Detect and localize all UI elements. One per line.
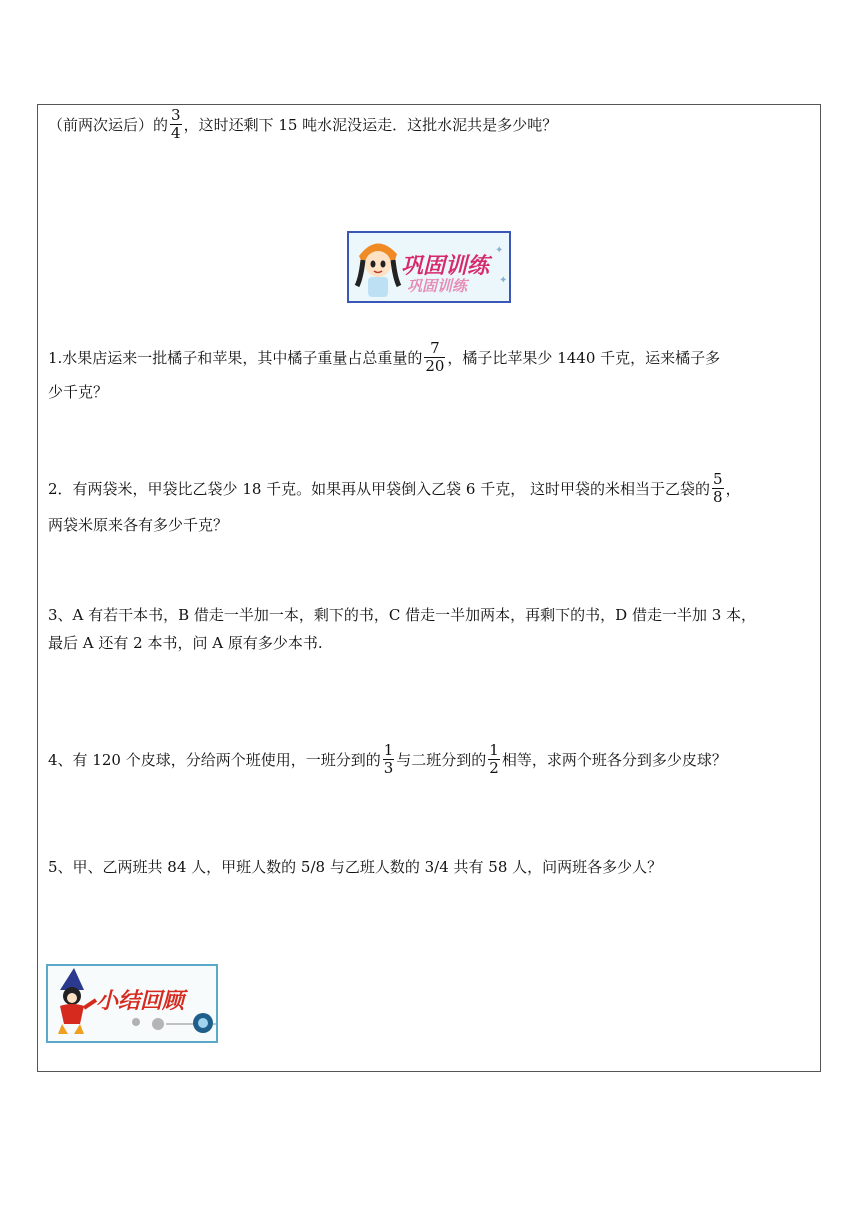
fraction-3-4 <box>170 107 182 142</box>
fraction-numerator: 7 <box>430 339 440 357</box>
fraction-denominator: 2 <box>489 759 499 777</box>
question-4-line <box>48 742 727 777</box>
intro-line <box>48 107 557 142</box>
intro-text-pre: （前两次运后）的 <box>48 115 169 134</box>
fraction-1-3 <box>383 742 395 777</box>
fraction-numerator: 3 <box>171 106 181 124</box>
girl-cartoon-icon <box>351 234 403 302</box>
fraction-5-8 <box>712 471 724 506</box>
consolidation-training-badge <box>347 231 511 303</box>
glowing-orb-icon <box>192 1012 214 1034</box>
fraction-denominator: 3 <box>383 759 394 777</box>
question-1-line-1 <box>48 340 720 375</box>
sparkle-icon: ✦ <box>499 275 508 286</box>
question-5-line: 5、甲、乙两班共 84 人，甲班人数的 5/8 与乙班人数的 3/4 共有 58 人，问两班各多少人？ <box>48 858 663 876</box>
question-2-line-2: 两袋米原来各有多少千克？ <box>48 516 229 534</box>
badge-title: 小结回顾 <box>96 989 185 1014</box>
question-1-text-pre: 1.水果店运来一批橘子和苹果，其中橘子重量占总重量的 <box>48 348 423 367</box>
question-2-text-pre: 2．有两袋米，甲袋比乙袋少 18 千克。如果再从甲袋倒入乙袋 6 千克， 这时甲袋的米相当于乙袋的 <box>48 479 711 498</box>
question-2-text-post: ， <box>725 479 741 498</box>
question-4-text-pre: 4、有 120 个皮球，分给两个班使用，一班分到的 <box>48 750 381 769</box>
fraction-numerator: 5 <box>713 470 723 488</box>
question-1-line-2: 少千克？ <box>48 383 109 401</box>
question-4-text-mid: 与二班分到的 <box>396 750 487 769</box>
fraction-numerator: 1 <box>383 741 394 759</box>
fraction-denominator: 20 <box>425 357 445 375</box>
question-4-text-post: 相等，求两个班各分到多少皮球？ <box>501 750 727 769</box>
question-3-line-1: 3、A 有若干本书，B 借走一半加一本，剩下的书，C 借走一半加两本，再剩下的书，D 借走一半加 3 本， <box>48 606 757 624</box>
wizard-cartoon-icon <box>50 968 98 1038</box>
badge-subtitle: 巩固训练 <box>407 277 468 295</box>
fraction-denominator: 8 <box>713 488 723 506</box>
sparkle-icon: ✦ <box>495 245 504 256</box>
fraction-denominator: 4 <box>171 124 181 142</box>
question-2-line-1 <box>48 471 741 506</box>
badge-title: 巩固训练 <box>401 254 490 279</box>
fraction-numerator: 1 <box>489 741 499 759</box>
question-3-line-2: 最后 A 还有 2 本书，问 A 原有多少本书. <box>48 634 323 652</box>
question-1-text-post: ，橘子比苹果少 1440 千克，运来橘子多 <box>447 348 721 367</box>
summary-review-badge <box>46 964 218 1043</box>
fraction-1-2 <box>488 742 500 777</box>
fraction-7-20 <box>424 340 445 375</box>
intro-text-post: ，这时还剩下 15 吨水泥没运走．这批水泥共是多少吨？ <box>183 115 558 134</box>
